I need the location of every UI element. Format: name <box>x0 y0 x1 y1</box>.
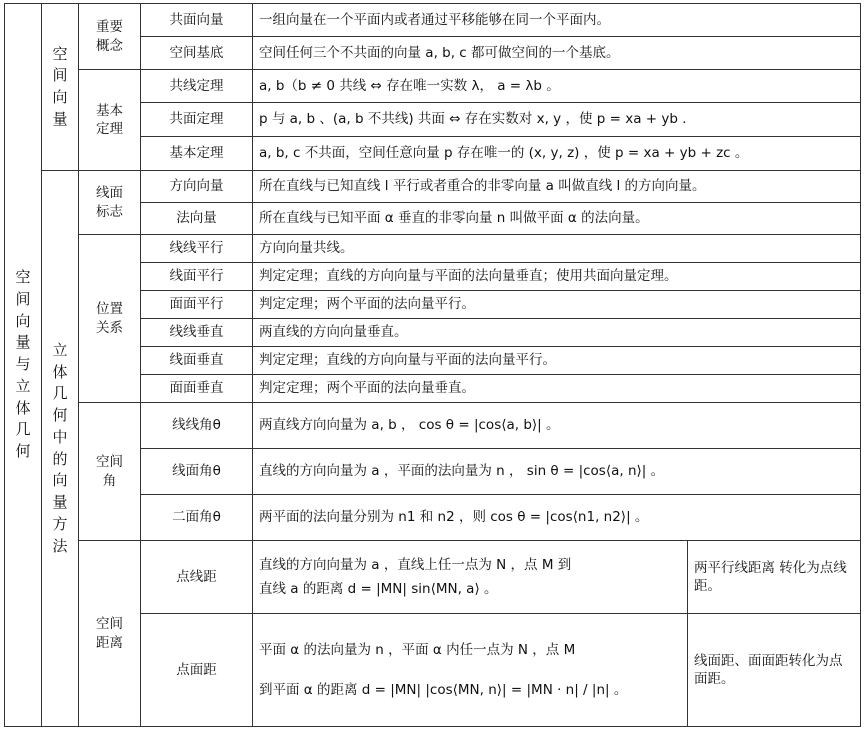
row-name: 共线定理 <box>141 70 253 103</box>
row-text: 两直线方向向量为 a, b ， cos θ = |cos⟨a, b⟩| 。 <box>253 403 861 449</box>
row-text: 判定定理；两个平面的法向量平行。 <box>253 291 861 319</box>
row-text-line1: 直线的方向向量为 a ，直线上任一点为 N ，点 M 到 <box>259 556 572 573</box>
knowledge-table <box>4 3 861 727</box>
row-name: 面面平行 <box>141 291 253 319</box>
row-name: 点线距 <box>141 541 253 614</box>
row-text: 判定定理；直线的方向向量与平面的法向量平行。 <box>253 347 861 375</box>
outer-category: 空间向量与立体几何 <box>5 4 42 727</box>
row-name: 线面平行 <box>141 263 253 291</box>
row-text-line2: 直线 a 的距离 d = |MN| sin⟨MN, a⟩ 。 <box>259 581 498 597</box>
cat-position: 位置关系 <box>79 235 141 403</box>
row-name: 线面垂直 <box>141 347 253 375</box>
row-text: a, b, c 不共面，空间任意向量 p 存在唯一的 (x, y, z) ，使 p = xa + yb + zc 。 <box>253 137 861 171</box>
row-text: 判定定理；两个平面的法向量垂直。 <box>253 375 861 403</box>
row-note: 两平行线距离 转化为点线距。 <box>688 541 861 614</box>
row-name: 线线垂直 <box>141 319 253 347</box>
row-name: 线面角θ <box>141 449 253 495</box>
row-note: 线面距、面面距转化为点面距。 <box>688 614 861 727</box>
row-name: 线线平行 <box>141 235 253 263</box>
row-text: 所在直线与已知直线 l 平行或者重合的非零向量 a 叫做直线 l 的方向向量。 <box>253 171 861 203</box>
row-text-line1: 平面 α 的法向量为 n ，平面 α 内任一点为 N ，点 M <box>259 641 576 658</box>
cat-angle: 空间角 <box>79 403 141 541</box>
row-name: 共面定理 <box>141 103 253 137</box>
cat-line-plane-marker: 线面标志 <box>79 171 141 235</box>
row-text: 两平面的法向量分别为 n1 和 n2 ，则 cos θ = |cos⟨n1, n2⟩| 。 <box>253 495 861 541</box>
row-name: 方向向量 <box>141 171 253 203</box>
row-text: a, b（b ≠ 0 共线 ⇔ 存在唯一实数 λ， a = λb 。 <box>253 70 861 103</box>
cat-theorem: 基本定理 <box>79 70 141 171</box>
row-text: 方向向量共线。 <box>253 235 861 263</box>
row-name: 面面垂直 <box>141 375 253 403</box>
row-text: 判定定理；直线的方向向量与平面的法向量垂直；使用共面向量定理。 <box>253 263 861 291</box>
cat-concept: 重要概念 <box>79 4 141 70</box>
row-text: 空间任何三个不共面的向量 a, b, c 都可做空间的一个基底。 <box>253 37 861 70</box>
row-name: 空间基底 <box>141 37 253 70</box>
group-vector-method: 立体几何中的向量方法 <box>42 171 79 727</box>
cat-distance: 空间距离 <box>79 541 141 727</box>
row-text: 所在直线与已知平面 α 垂直的非零向量 n 叫做平面 α 的法向量。 <box>253 203 861 235</box>
row-text <box>253 614 688 727</box>
row-text: 直线的方向向量为 a ，平面的法向量为 n ， sin θ = |cos⟨a, n⟩| 。 <box>253 449 861 495</box>
row-text <box>253 541 688 614</box>
row-text: p 与 a, b 、(a, b 不共线) 共面 ⇔ 存在实数对 x, y ，使 p = xa + yb . <box>253 103 861 137</box>
row-name: 二面角θ <box>141 495 253 541</box>
row-name: 线线角θ <box>141 403 253 449</box>
row-text: 两直线的方向向量垂直。 <box>253 319 861 347</box>
row-name: 点面距 <box>141 614 253 727</box>
row-name: 法向量 <box>141 203 253 235</box>
group-space-vector: 空间向量 <box>42 4 79 171</box>
row-text-line2: 到平面 α 的距离 d = |MN| |cos⟨MN, n⟩| = |MN · n| / |n| 。 <box>259 682 628 698</box>
row-name: 共面向量 <box>141 4 253 37</box>
row-name: 基本定理 <box>141 137 253 171</box>
row-text: 一组向量在一个平面内或者通过平移能够在同一个平面内。 <box>253 4 861 37</box>
